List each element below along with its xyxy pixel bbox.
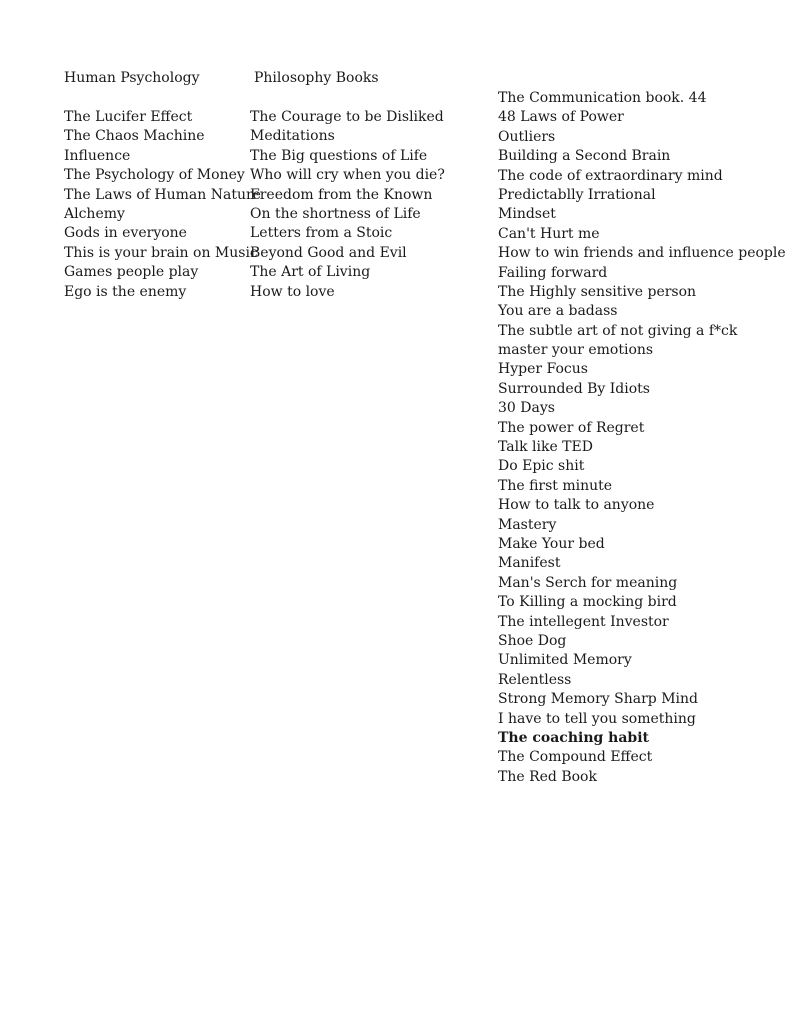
spacer	[64, 89, 248, 109]
list-item: Freedom from the Known	[250, 186, 433, 203]
list-item: Make Your bed	[498, 535, 605, 552]
list-item: How to love	[250, 283, 335, 300]
list-item: The Courage to be Disliked	[250, 109, 444, 125]
list-item: master your emotions	[498, 342, 654, 359]
list-item: The Chaos Machine	[64, 128, 205, 145]
spacer	[250, 89, 470, 109]
list-item: Do Epic shit	[498, 458, 585, 475]
philosophy-heading: Philosophy Books	[254, 70, 379, 86]
list-item: The Red Book	[498, 768, 597, 785]
list-item: The Lucifer Effect	[64, 109, 193, 125]
list-item: Unlimited Memory	[498, 652, 632, 669]
list-item: How to talk to anyone	[498, 497, 655, 514]
list-item: The code of extraordinary mind	[498, 167, 723, 184]
list-item: Talk like TED	[498, 439, 593, 456]
list-item: Building a Second Brain	[498, 148, 671, 165]
list-item: The coaching habit	[498, 729, 649, 746]
list-item: The Laws of Human Nature	[64, 186, 261, 203]
list-item: Failing forward	[498, 264, 608, 281]
list-item: 30 Days	[498, 400, 555, 417]
list-item: Shoe Dog	[498, 632, 567, 649]
list-item: To Killing a mocking bird	[498, 594, 677, 611]
list-item: The first minute	[498, 477, 613, 494]
list-item: You are a badass	[498, 303, 618, 320]
list-item: Man's Serch for meaning	[498, 574, 678, 591]
list-item: Influence	[64, 147, 131, 164]
list-item: On the shortness of Life	[250, 205, 421, 222]
misc-column	[498, 89, 786, 787]
list-item: The power of Regret	[498, 419, 645, 436]
list-item: Relentless	[498, 671, 572, 688]
list-item: Gods in everyone	[64, 225, 187, 242]
list-item: Mastery	[498, 516, 557, 533]
misc-list	[498, 89, 786, 787]
list-item: I have to tell you something	[498, 710, 696, 727]
list-item: Outliers	[498, 128, 556, 145]
list-item: How to win friends and influence people	[498, 245, 786, 262]
list-item: Meditations	[250, 128, 335, 145]
list-item: Manifest	[498, 555, 561, 572]
list-item: Who will cry when you die?	[250, 167, 445, 184]
list-item: Strong Memory Sharp Mind	[498, 691, 698, 708]
philosophy-list	[250, 108, 470, 302]
psychology-column	[64, 69, 261, 302]
list-item: Alchemy	[64, 205, 125, 222]
psychology-heading: Human Psychology	[64, 70, 200, 86]
list-item: Letters from a Stoic	[250, 225, 393, 242]
list-item: The Big questions of Life	[250, 147, 428, 164]
list-item: This is your brain on Music	[64, 244, 258, 261]
list-item: The Communication book. 44	[498, 90, 707, 106]
list-item: Ego is the enemy	[64, 283, 187, 300]
list-item: Can't Hurt me	[498, 225, 600, 242]
list-item: Surrounded By Idiots	[498, 380, 650, 397]
list-item: The intellegent Investor	[498, 613, 669, 630]
list-item: Predictablly Irrational	[498, 186, 656, 203]
list-item: The Art of Living	[250, 264, 371, 281]
list-item: Mindset	[498, 206, 556, 223]
list-item: The subtle art of not giving a f*ck	[498, 322, 738, 339]
list-item: The Psychology of Money	[64, 167, 245, 184]
philosophy-column	[250, 69, 470, 302]
list-item: 48 Laws of Power	[498, 109, 624, 126]
list-item: Games people play	[64, 264, 199, 281]
list-item: Beyond Good and Evil	[250, 244, 407, 261]
psychology-list	[64, 108, 261, 302]
list-item: Hyper Focus	[498, 361, 588, 378]
list-item: The Highly sensitive person	[498, 283, 697, 300]
list-item: The Compound Effect	[498, 749, 653, 766]
